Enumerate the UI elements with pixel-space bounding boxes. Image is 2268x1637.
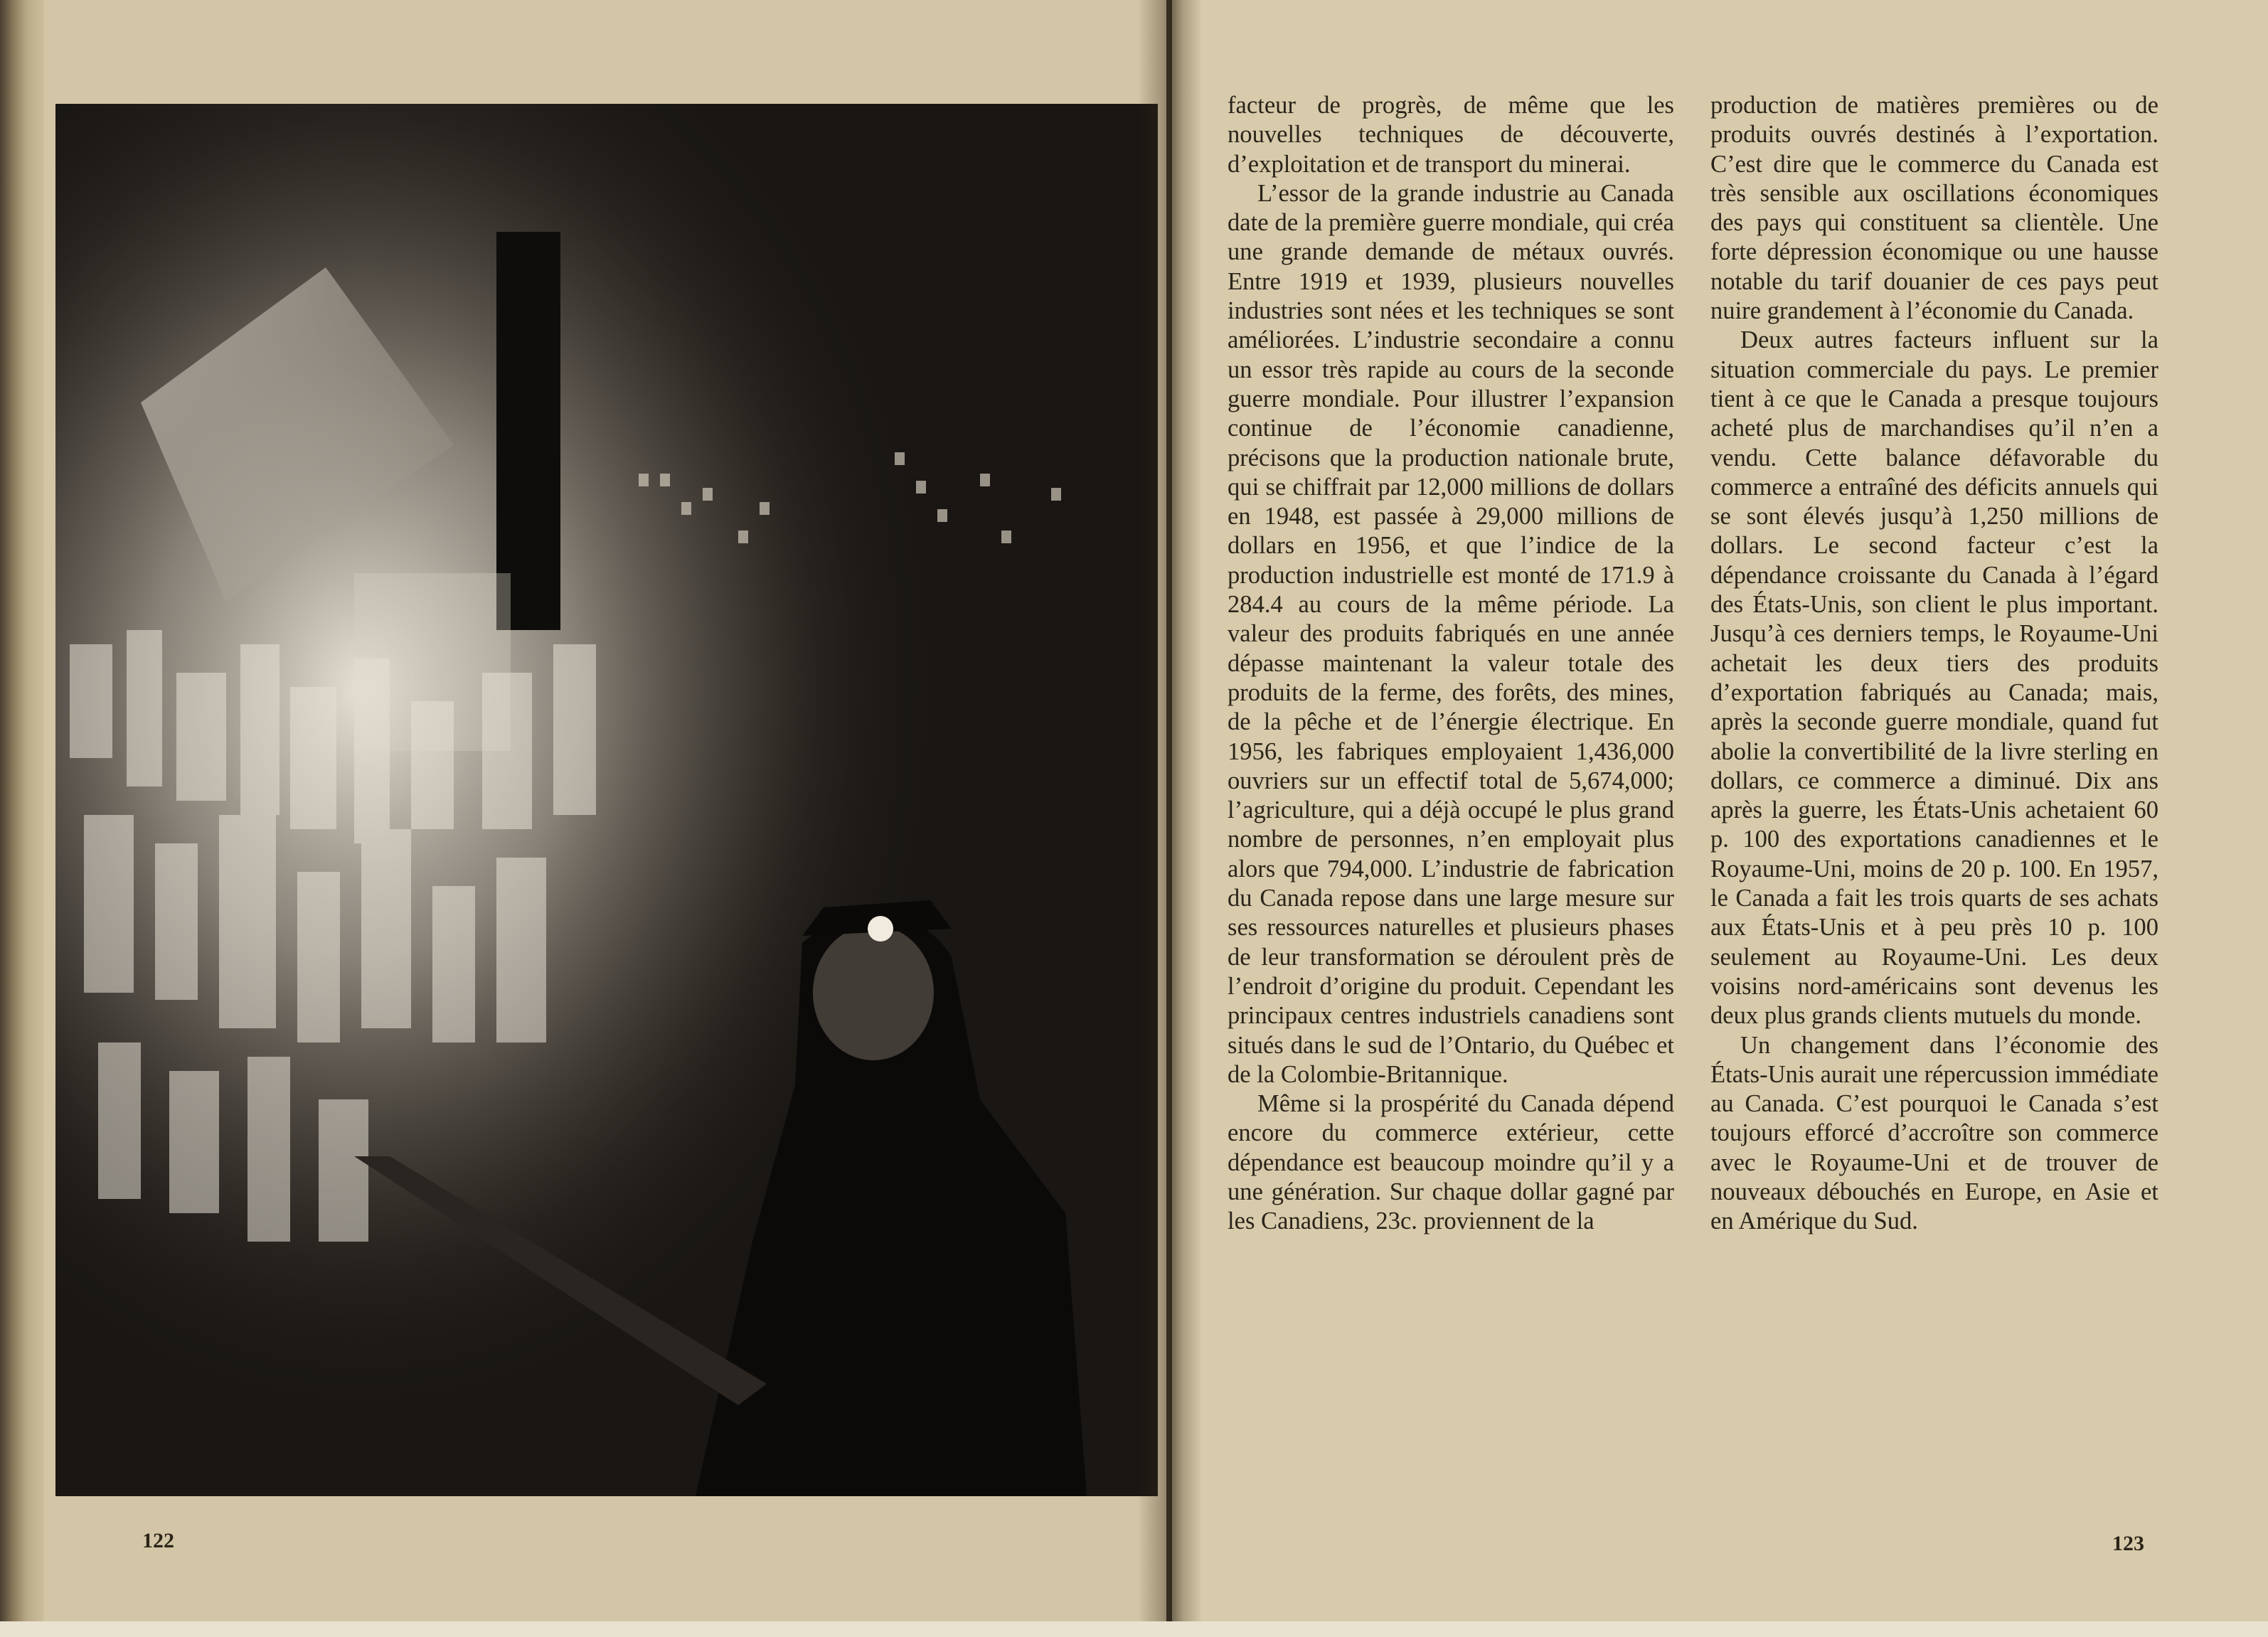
paragraph: Un changement dans l’économie des États-Unis aurait une répercussion immédiate au Canada. C’est pourquoi le Canada s’est toujours efforcé d’accroître son commerce avec le Royaume-Uni et de trouver de nouveaux débouchés en Europe, en Asie et en Amérique du Sud. [1710,1031,2158,1235]
text-column-1 [1228,91,1674,1237]
book-edge [0,0,44,1637]
paragraph: facteur de progrès, de même que les nouvelles techniques de découverte, d’exploitation et de transport du minerai. [1228,92,1674,178]
paragraph: L’essor de la grande industrie au Canada date de la première guerre mondiale, qui créa une grande demande de métaux ouvrés. Entre 1919 et 1939, plusieurs nouvelles industries sont nées et les techniques se sont améliorées. L’industrie secondaire a connu un essor très rapide au cours de la seconde guerre mondiale. Pour illustrer l’expansion continue de l’économie canadienne, précisons que la production nationale brute, qui se chiffrait par 12,000 millions de dollars en 1948, est passée à 29,000 millions de dollars en 1956, et que l’indice de la production industrielle est monté de 171.9 à 284.4 au cours de la même période. La valeur des produits fabriqués en une année dépasse maintenant la valeur totale des produits de la ferme, des forêts, des mines, de la pêche et de l’énergie électrique. En 1956, les fabriques employaient 1,436,000 ouvriers sur un effectif total de 5,674,000; l’agriculture, qui a déjà occupé le plus grand nombre de personnes, n’en employait plus alors que 794,000. L’industrie de fabrication du Canada repose dans une large mesure sur ses ressources naturelles et plusieurs phases de leur transformation se déroulent près de l’endroit d’origine du produit. Cependant les principaux centres industriels canadiens sont situés dans le sud de l’Ontario, du Québec et de la Colombie-Britannique. [1228,179,1674,1088]
page-number-left: 122 [142,1529,174,1552]
text-column-2 [1710,91,2158,1237]
paragraph: Deux autres facteurs influent sur la situation commerciale du pays. Le premier tient à ce que le Canada a presque toujours acheté plus de marchandises qu’il n’en a vendu. Cette balance défavorable du commerce a entraîné des déficits annuels qui se sont élevés jusqu’à 1,250 millions de dollars. Le second facteur c’est la dépendance croissante du Canada à l’égard des États-Unis, son client le plus important. Jusqu’à ces derniers temps, le Royaume-Uni achetait les deux tiers des produits d’exportation fabriqués au Canada; mais, après la seconde guerre mondiale, quand fut abolie la convertibilité de la livre sterling en dollars, ce commerce a diminué. Dix ans après la guerre, les États-Unis achetaient 60 p. 100 des exportations canadiennes et le Royaume-Uni, moins de 20 p. 100. En 1957, le Canada a fait les trois quarts de ses achats aux États-Unis et à peu près 10 p. 100 seulement au Royaume-Uni. Les deux voisins nord-américains sont devenus les deux plus grands clients mutuels du monde. [1710,326,2158,1030]
paragraph: production de matières premières ou de produits ouvrés destinés à l’exportation. C’est dire que le commerce du Canada est très sensible aux oscillations économiques des pays qui constituent sa clientèle. Une forte dépression économique ou une hausse notable du tarif douanier de ces pays peut nuire grandement à l’économie du Canada. [1710,92,2158,325]
foundry-photograph [55,104,1158,1496]
page-number-right: 123 [2112,1532,2144,1555]
foundry-worker-image [55,104,1158,1496]
paragraph: Même si la prospérité du Canada dépend encore du commerce extérieur, cette dépendance est beaucoup moindre qu’il y a une génération. Sur chaque dollar gagné par les Canadiens, 23c. proviennent de la [1228,1090,1674,1235]
bottom-edge [0,1621,2268,1637]
